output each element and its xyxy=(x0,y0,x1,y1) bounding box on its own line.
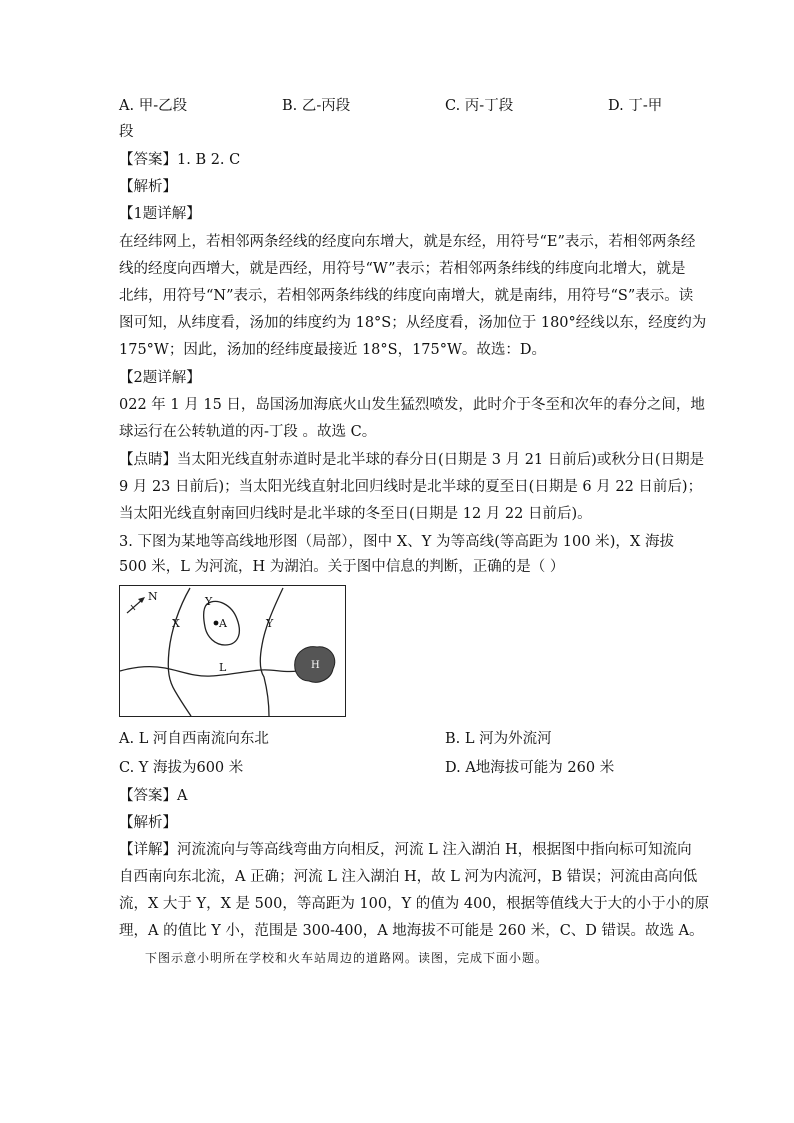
option-a-prev: A. 甲-乙段 xyxy=(119,98,188,114)
highlight-line: 【点睛】当太阳光线直射赤道时是北半球的春分日(日期是 3 月 21 日前后)或秋分日(日期是 xyxy=(119,452,705,468)
option-d-prev-wrap: 段 xyxy=(119,124,134,140)
q1-detail-line: 175°W；因此，汤加的经纬度最接近 18°S，175°W。故选：D。 xyxy=(119,342,547,358)
option-b-prev: B. 乙-丙段 xyxy=(282,98,351,114)
point-a-marker xyxy=(214,621,219,626)
q3-detail-line: 理，A 的值比 Y 小，范围是 300-400，A 地海拔不可能是 260 米，C、D 错误。故选 A。 xyxy=(119,923,704,939)
q3-detail-line: 流，X 大于 Y，X 是 500，等高距为 100，Y 的值为 400，根据等值线大于大的小于小的原 xyxy=(119,896,710,912)
next-question-intro: 下图示意小明所在学校和火车站周边的道路网。读图，完成下面小题。 xyxy=(145,951,549,965)
option-d-prev: D. 丁-甲 xyxy=(608,98,663,114)
contour-y-top-label: Y xyxy=(205,595,213,608)
contour-y-right-label: Y xyxy=(266,617,274,630)
q3-option-b: B. L 河为外流河 xyxy=(445,731,552,747)
option-c-prev: C. 丙-丁段 xyxy=(445,98,514,114)
highlight-line: 9 月 23 日前后)；当太阳光线直射北回归线时是北半球的夏至日(日期是 6 月 22 日前后)； xyxy=(119,479,703,495)
river-label: L xyxy=(219,661,227,674)
q3-option-a: A. L 河自西南流向东北 xyxy=(119,731,269,747)
q3-option-d: D. A地海拔可能为 260 米 xyxy=(445,760,615,776)
answer-q3: 【答案】A xyxy=(119,788,188,804)
q1-detail-label: 【1题详解】 xyxy=(119,206,201,222)
lake-label: H xyxy=(311,660,320,671)
highlight-line: 当太阳光线直射南回归线时是北半球的冬至日(日期是 12 月 22 日前后)。 xyxy=(119,506,592,522)
q2-detail-label: 【2题详解】 xyxy=(119,370,201,386)
q2-detail-line: 球运行在公转轨道的丙-丁段 。故选 C。 xyxy=(119,424,377,440)
analysis-label-q12: 【解析】 xyxy=(119,179,177,195)
contour-map-figure xyxy=(119,585,347,718)
contour-x-label: X xyxy=(172,617,180,630)
analysis-label-q3: 【解析】 xyxy=(119,815,177,831)
q3-option-c: C. Y 海拔为600 米 xyxy=(119,760,244,776)
q3-detail-line: 【详解】河流流向与等高线弯曲方向相反，河流 L 注入湖泊 H，根据图中指向标可知流向 xyxy=(119,842,692,858)
point-a-label: A xyxy=(219,617,227,630)
q2-detail-line: 022 年 1 月 15 日，岛国汤加海底火山发生猛烈喷发，此时介于冬至和次年的春分之间，地 xyxy=(119,397,705,413)
north-label: N xyxy=(148,590,158,603)
q3-stem-line: 3. 下图为某地等高线地形图（局部），图中 X、Y 为等高线(等高距为 100 米)，X 海拔 xyxy=(119,534,674,550)
q1-detail-line: 图可知，从纬度看，汤加的纬度约为 18°S；从经度看，汤加位于 180°经线以东，经度约为 xyxy=(119,315,707,331)
q1-detail-line: 线的经度向西增大，就是西经，用符号“W”表示；若相邻两条纬线的纬度向北增大，就是 xyxy=(119,261,686,277)
answer-q12: 【答案】1. B 2. C xyxy=(119,152,241,168)
q3-detail-line: 自西南向东北流，A 正确；河流 L 注入湖泊 H，故 L 河为内流河，B 错误；河流由高向低 xyxy=(119,869,698,885)
q3-stem-line: 500 米，L 为河流，H 为湖泊。关于图中信息的判断，正确的是（ ） xyxy=(119,559,565,575)
q1-detail-line: 在经纬网上，若相邻两条经线的经度向东增大，就是东经，用符号“E”表示，若相邻两条经 xyxy=(119,234,696,250)
q1-detail-line: 北纬，用符号“N”表示，若相邻两条纬线的纬度向南增大，就是南纬，用符号“S”表示。读 xyxy=(119,288,694,304)
